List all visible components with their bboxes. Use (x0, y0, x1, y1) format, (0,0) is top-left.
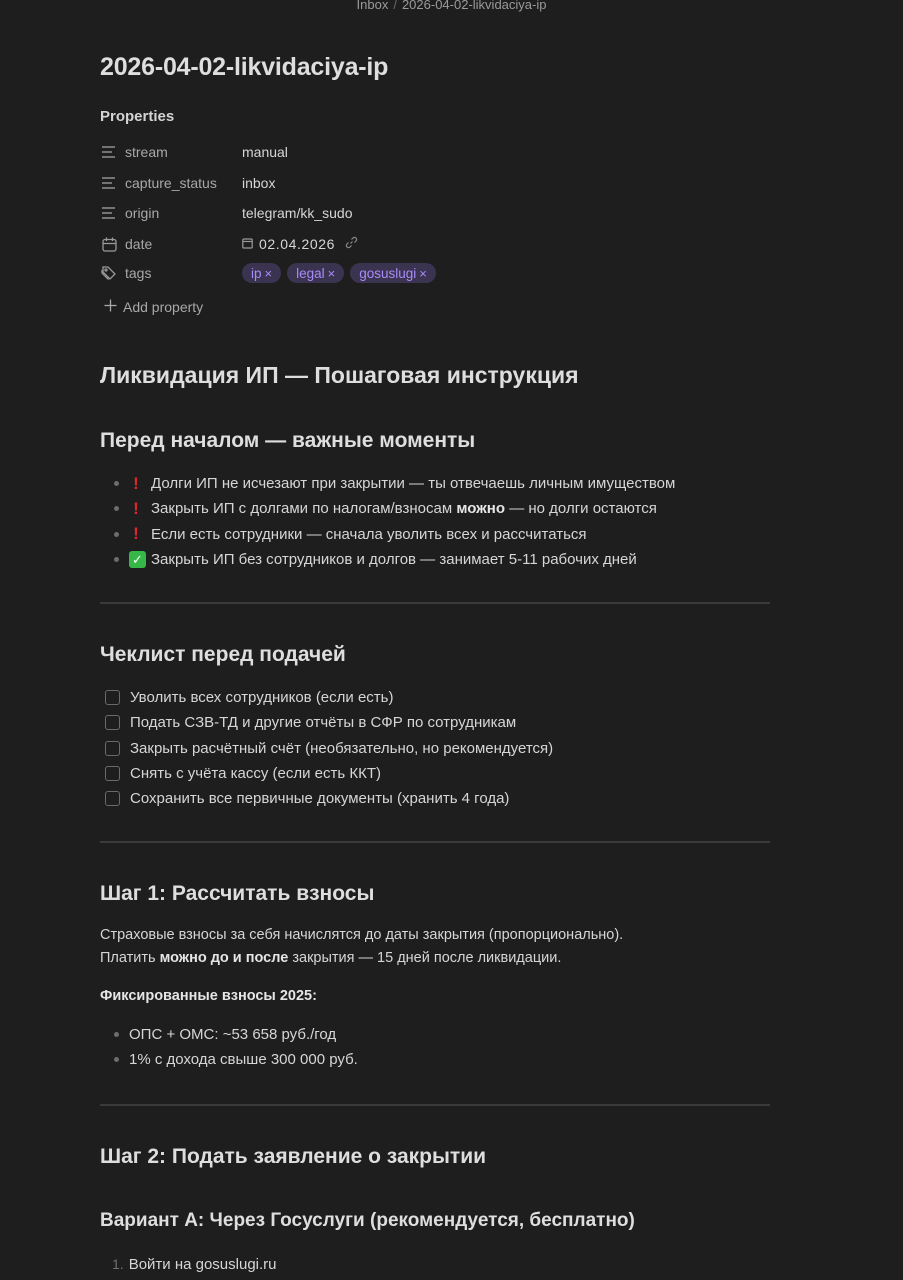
tag-label: legal (296, 265, 325, 281)
list-item-text: Если есть сотрудники — сначала уволить всех и рассчитаться (151, 525, 587, 543)
divider (100, 1104, 770, 1106)
bullet-dot (114, 506, 119, 511)
contributions-list (114, 1022, 358, 1073)
check-mark-icon: ✓ (129, 551, 146, 568)
property-stream[interactable] (100, 141, 600, 163)
list-item (114, 496, 675, 521)
checklist-item-text: Уволить всех сотрудников (если есть) (130, 689, 394, 707)
text-lines-icon (100, 204, 118, 222)
list-item (114, 547, 675, 572)
list-item (114, 1022, 358, 1047)
breadcrumb (0, 0, 903, 13)
property-value[interactable]: inbox (242, 175, 276, 191)
close-icon[interactable]: × (327, 265, 336, 281)
tag-pill[interactable] (242, 263, 281, 283)
calendar-small-icon (242, 236, 253, 252)
list-item-text: ОПС + ОМС: ~53 658 руб./год (129, 1026, 337, 1044)
divider (100, 602, 770, 604)
heading-step-2: Шаг 2: Подать заявление о закрытии (100, 1145, 487, 1168)
checkbox[interactable] (105, 791, 120, 806)
bullet-dot (114, 557, 119, 562)
heading-main: Ликвидация ИП — Пошаговая инструкция (100, 362, 579, 388)
property-origin[interactable] (100, 202, 600, 224)
checklist-item-text: Подать СЗВ-ТД и другие отчёты в СФР по сотрудникам (130, 714, 517, 732)
checklist (105, 685, 553, 811)
property-tags[interactable] (100, 262, 600, 284)
note-title[interactable]: 2026-04-02-likvidaciya-ip (100, 53, 389, 81)
add-property-label: Add property (123, 299, 204, 315)
heading-checklist: Чеклист перед подачей (100, 643, 346, 666)
property-key: date (125, 236, 153, 252)
checkbox[interactable] (105, 766, 120, 781)
text-lines-icon (100, 174, 118, 192)
tags-field[interactable] (242, 263, 437, 283)
tag-pill[interactable] (350, 263, 436, 283)
properties-heading[interactable]: Properties (100, 108, 175, 125)
breadcrumb-separator: / (393, 0, 397, 12)
tag-pill[interactable] (287, 263, 344, 283)
calendar-icon (100, 235, 118, 253)
checklist-item-text: Сохранить все первичные документы (хранить 4 года) (130, 790, 510, 808)
list-item (114, 1047, 358, 1072)
checklist-item[interactable] (105, 786, 553, 811)
list-number: 1. (112, 1256, 124, 1272)
date-field[interactable] (242, 236, 358, 252)
add-property-button[interactable] (104, 299, 203, 315)
property-value[interactable]: telegram/kk_sudo (242, 205, 353, 221)
important-notes-list (114, 471, 675, 572)
checklist-item[interactable] (105, 685, 553, 710)
text-lines-icon (100, 143, 118, 161)
list-item (114, 471, 675, 496)
date-value[interactable]: 02.04.2026 (259, 236, 336, 252)
list-item (114, 522, 675, 547)
property-key: capture_status (125, 175, 217, 191)
bullet-dot (114, 481, 119, 486)
property-key: stream (125, 144, 168, 160)
tags-icon (100, 264, 118, 282)
list-item-text: Закрыть ИП с долгами по налогам/взносам можно — но долги остаются (151, 500, 657, 518)
checklist-item[interactable] (105, 736, 553, 761)
exclamation-icon: ! (133, 473, 139, 493)
plus-icon (104, 299, 117, 315)
checkbox[interactable] (105, 715, 120, 730)
exclamation-icon: ! (133, 524, 139, 544)
checkbox[interactable] (105, 690, 120, 705)
property-value[interactable]: manual (242, 144, 288, 160)
checkbox[interactable] (105, 741, 120, 756)
close-icon[interactable]: × (264, 265, 273, 281)
heading-step-1: Шаг 1: Рассчитать взносы (100, 882, 375, 905)
link-icon[interactable] (345, 236, 358, 252)
property-key: tags (125, 265, 152, 281)
checklist-item-text: Закрыть расчётный счёт (необязательно, но рекомендуется) (130, 739, 554, 757)
list-item-text: Войти на gosuslugi.ru (128, 1255, 277, 1273)
list-item-text: Закрыть ИП без сотрудников и долгов — занимает 5-11 рабочих дней (151, 551, 637, 569)
checklist-item[interactable] (105, 761, 553, 786)
list-item-text: Долги ИП не исчезают при закрытии — ты отвечаешь личным имуществом (151, 475, 676, 493)
tag-label: gosuslugi (359, 265, 417, 281)
bullet-dot (114, 532, 119, 537)
checklist-item[interactable] (105, 710, 553, 735)
property-key: origin (125, 205, 160, 221)
paragraph-contributions: Страховые взносы за себя начислятся до даты закрытия (пропорционально). Платить можно до и после закрытия — 15 дней после ликвидации. (100, 927, 624, 966)
heading-variant-a: Вариант А: Через Госуслуги (рекомендуется, бесплатно) (100, 1210, 635, 1231)
variant-a-steps (112, 1253, 277, 1275)
breadcrumb-folder[interactable]: Inbox (356, 0, 389, 12)
bullet-dot (114, 1057, 119, 1062)
checklist-item-text: Снять с учёта кассу (если есть ККТ) (130, 765, 381, 783)
property-date[interactable] (100, 233, 600, 255)
list-item (112, 1253, 277, 1275)
fixed-contributions-label: Фиксированные взносы 2025: (100, 988, 317, 1004)
property-capture-status[interactable] (100, 172, 600, 194)
list-item-text: 1% с дохода свыше 300 000 руб. (129, 1051, 358, 1069)
exclamation-icon: ! (133, 498, 139, 518)
breadcrumb-file[interactable]: 2026-04-02-likvidaciya-ip (401, 0, 547, 12)
heading-before-start: Перед началом — важные моменты (100, 429, 476, 452)
tag-label: ip (251, 265, 262, 281)
close-icon[interactable]: × (419, 265, 427, 281)
bullet-dot (114, 1032, 119, 1037)
divider (100, 841, 770, 843)
